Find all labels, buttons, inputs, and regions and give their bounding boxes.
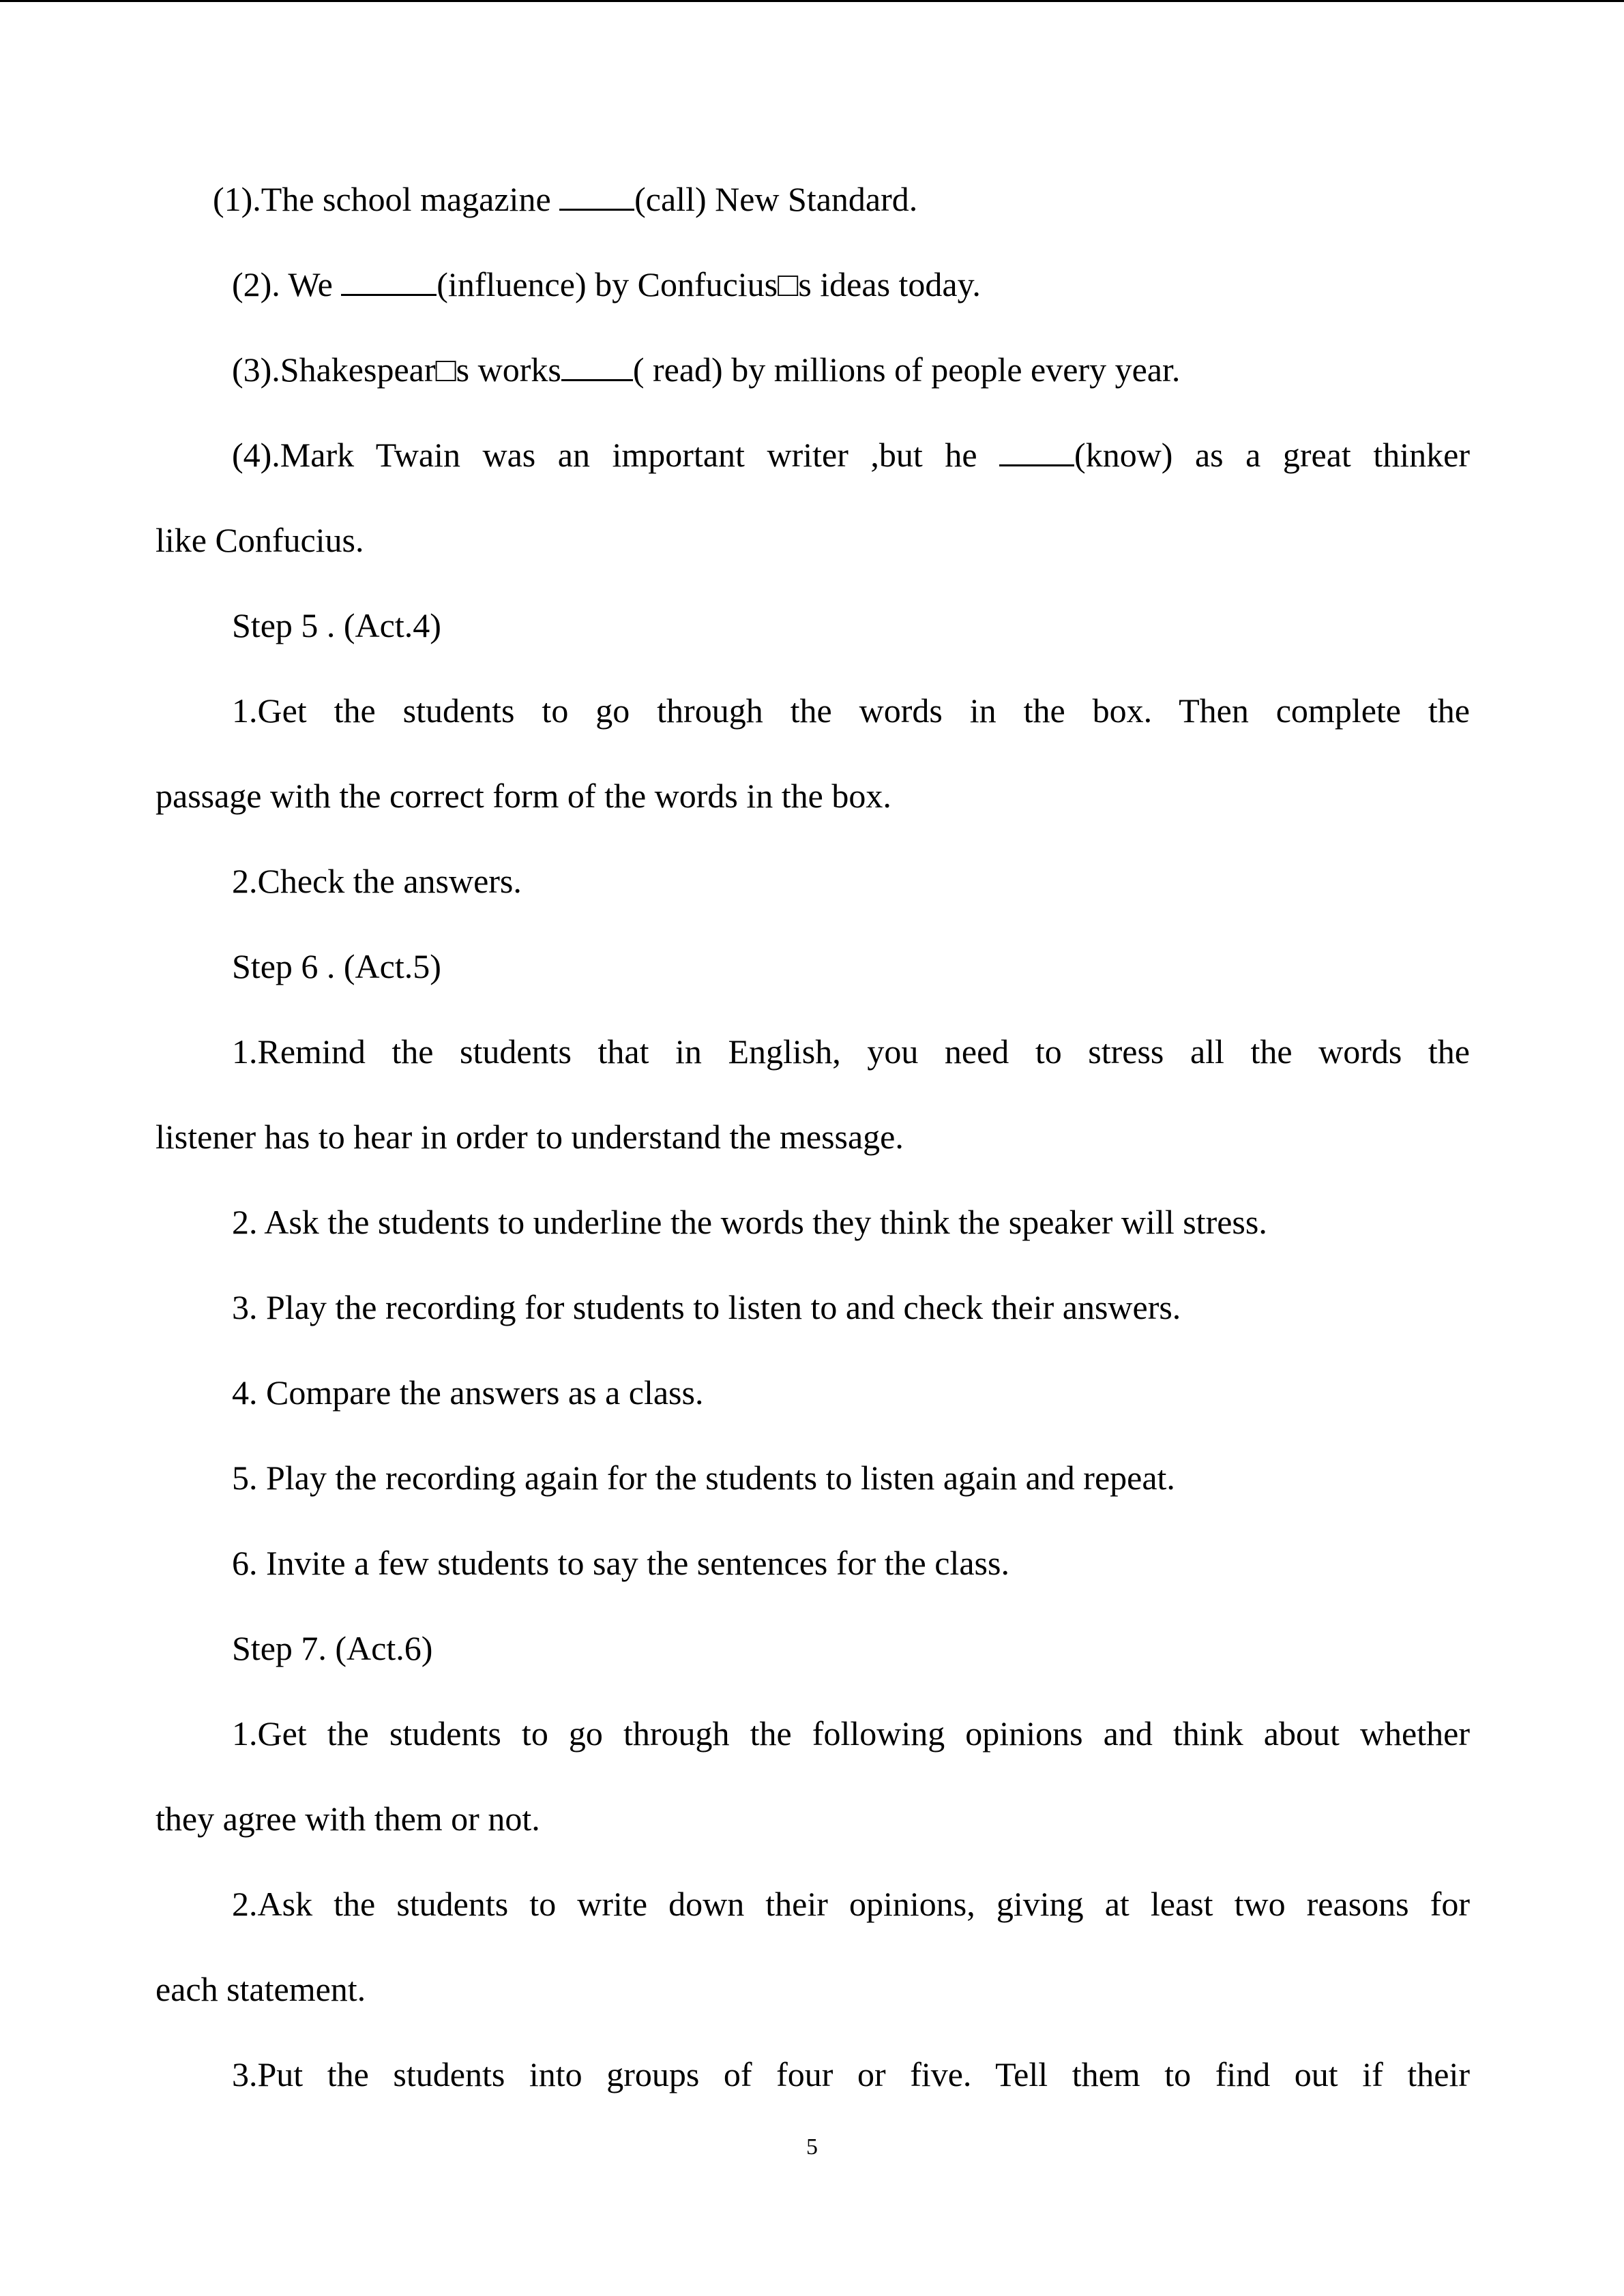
exercise-q4-cont: like Confucius. bbox=[156, 521, 364, 559]
step5-item1-line1: 1.Get the students to go through the words in the box. Then complete the bbox=[232, 691, 1470, 730]
q3-text-end: ( read) by millions of people every year. bbox=[632, 351, 1181, 389]
q2-blank bbox=[341, 294, 437, 296]
step7-item2-line2: each statement. bbox=[156, 1970, 366, 2008]
q4-text: (4).Mark Twain was an important writer ,but he bbox=[232, 436, 1000, 474]
step6-heading: Step 6 . (Act.5) bbox=[232, 947, 441, 985]
q1-text: (1).The school magazine bbox=[213, 180, 560, 218]
step6-item1-line1: 1.Remind the students that in English, you need to stress all the words the bbox=[232, 1032, 1470, 1071]
exercise-q1 bbox=[156, 157, 1470, 242]
step7-item2-line1: 2.Ask the students to write down their opinions, giving at least two reasons for bbox=[232, 1885, 1470, 1923]
step5-item1-line2: passage with the correct form of the words in the box. bbox=[156, 777, 891, 815]
q2-text-end: (influence) by Confucius□s ideas today. bbox=[437, 265, 981, 303]
step7-heading: Step 7. (Act.6) bbox=[232, 1629, 433, 1667]
q4-blank bbox=[999, 464, 1074, 466]
step5-heading: Step 5 . (Act.4) bbox=[232, 606, 441, 644]
step7-item3-line1: 3.Put the students into groups of four or five. Tell them to find out if their bbox=[232, 2055, 1470, 2093]
exercise-q4 bbox=[156, 413, 1470, 498]
exercise-q3 bbox=[156, 327, 1470, 413]
top-border bbox=[0, 0, 1624, 2]
page-number: 5 bbox=[806, 2134, 818, 2160]
step6-item1-line2: listener has to hear in order to understand the message. bbox=[156, 1118, 904, 1156]
step6-item6: 6. Invite a few students to say the sentences for the class. bbox=[232, 1544, 1009, 1582]
step6-item3: 3. Play the recording for students to listen to and check their answers. bbox=[232, 1288, 1181, 1326]
step6-item4: 4. Compare the answers as a class. bbox=[232, 1373, 704, 1412]
step7-item1-line2: they agree with them or not. bbox=[156, 1800, 540, 1838]
q2-text: (2). We bbox=[232, 265, 342, 303]
exercise-q2 bbox=[156, 242, 1470, 327]
q3-text: (3).Shakespear□s works bbox=[232, 351, 561, 389]
q1-blank bbox=[559, 209, 634, 211]
q1-text-end: (call) New Standard. bbox=[634, 180, 918, 218]
step5-item2: 2.Check the answers. bbox=[232, 862, 522, 900]
q3-blank bbox=[561, 379, 633, 381]
step6-item2: 2. Ask the students to underline the words they think the speaker will stress. bbox=[232, 1203, 1267, 1241]
q4-text-end: (know) as a great thinker bbox=[1074, 436, 1470, 474]
step7-item1-line1: 1.Get the students to go through the following opinions and think about whether bbox=[232, 1714, 1470, 1753]
document-body bbox=[156, 157, 1470, 2117]
step6-item5: 5. Play the recording again for the students to listen again and repeat. bbox=[232, 1459, 1175, 1497]
